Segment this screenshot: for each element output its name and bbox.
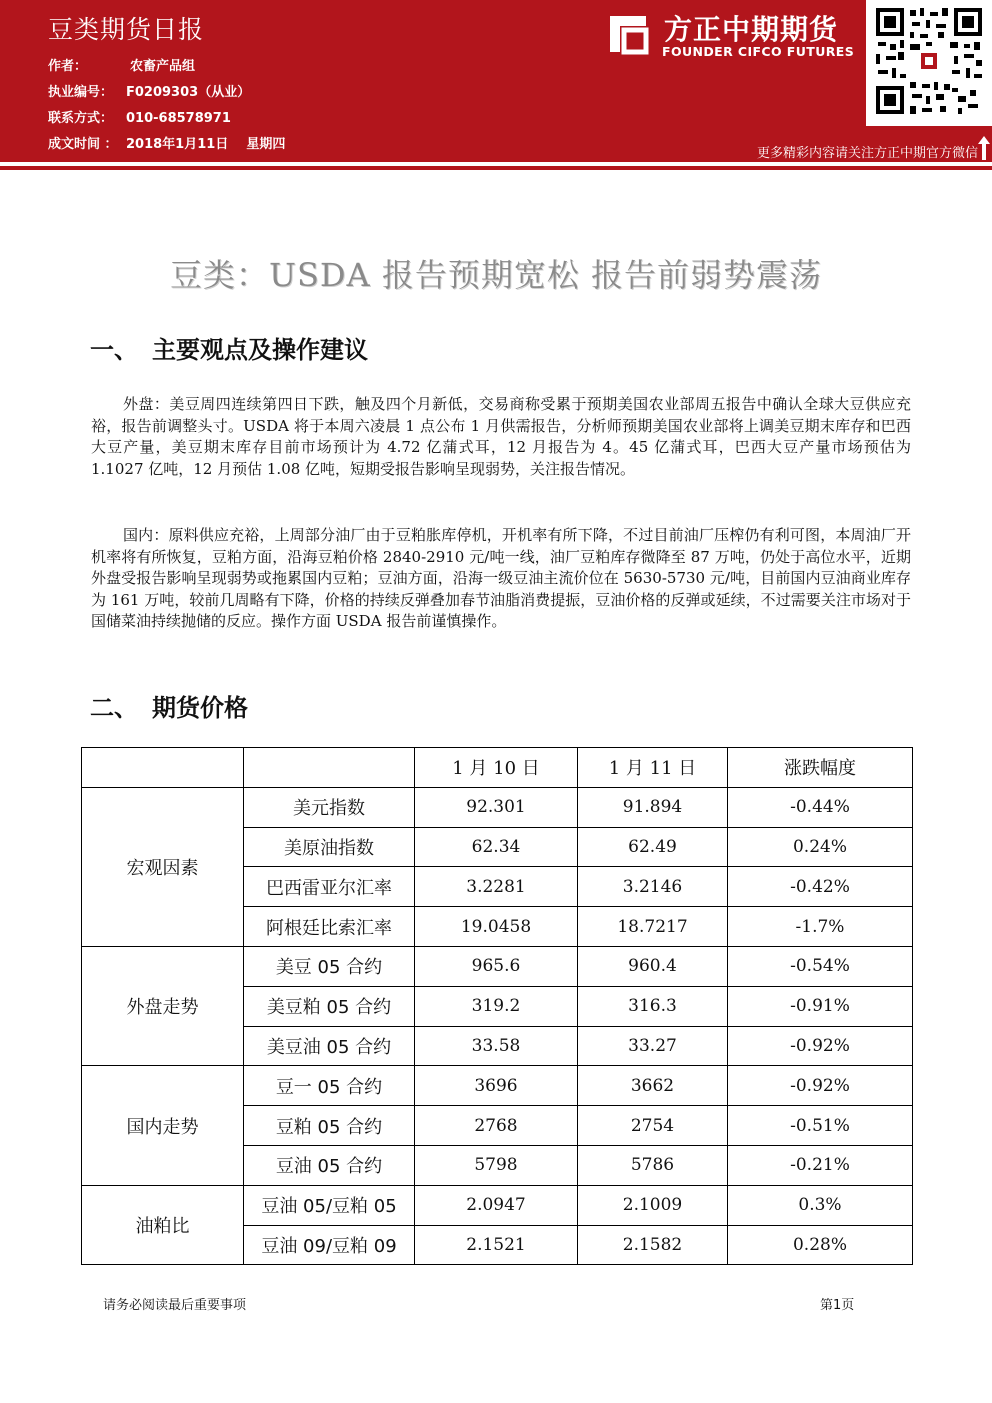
follow-wechat-text: 更多精彩内容请关注方正中期官方微信 [756, 146, 978, 161]
table-row [82, 787, 913, 827]
date-row [48, 135, 285, 161]
item-cell: 豆粕 05 合约 [244, 1106, 415, 1146]
section-2-heading [90, 688, 248, 723]
item-cell: 美原油指数 [244, 827, 415, 867]
change-cell: -0.54% [728, 946, 913, 986]
footer-notice: 请务必阅读最后重要事项 [103, 1298, 247, 1313]
change-cell: -0.21% [728, 1145, 913, 1185]
domestic-market-paragraph: 国内：原料供应充裕，上周部分油厂由于豆粕胀库停机，开机率有所下降，不过目前油厂压榨仍有利可图，本周油厂开机率将有所恢复，豆粕方面，沿海豆粕价格 2840-2910 元/吨一线，油厂豆粕库存微降至 87 万吨，仍处于高位水平，近期外盘受报告影响呈现弱势或拖累国内豆粕；豆油方面，沿海一级豆油主流价位在 5630-5730 元/吨，目前国内豆油商业库存为 161 万吨，较前几周略有下降，价格的持续反弹叠加春节油脂消费提振，豆油价格的反弹或延续，不过需要关注市场对于国储菜油持续抛储的反应。操作方面 USDA 报告前谨慎操作。 [91, 526, 911, 631]
value-cell-date-2: 960.4 [578, 946, 728, 986]
change-cell: -0.92% [728, 1066, 913, 1106]
report-name: 豆类期货日报 [48, 15, 205, 44]
item-cell: 阿根廷比索汇率 [244, 907, 415, 947]
logo-english-name: FOUNDER CIFCO FUTURES [662, 44, 855, 59]
author-value: 农畜产品组 [130, 59, 196, 74]
value-cell-date-1: 19.0458 [415, 907, 578, 947]
license-label: 执业编号： [48, 85, 114, 100]
change-cell: -0.42% [728, 867, 913, 907]
contact-row [48, 109, 285, 135]
logo-mark-icon [606, 12, 650, 56]
qr-code-icon [874, 6, 984, 116]
section-2-title: 期货价格 [152, 694, 248, 722]
report-header [0, 0, 992, 162]
value-cell-date-2: 3.2146 [578, 867, 728, 907]
author-row [48, 57, 285, 83]
section-2-number: 二、 [90, 694, 138, 722]
value-cell-date-1: 3696 [415, 1066, 578, 1106]
header-cell-date-2: 1 月 11 日 [578, 748, 728, 788]
change-cell: 0.3% [728, 1185, 913, 1225]
value-cell-date-2: 3662 [578, 1066, 728, 1106]
value-cell-date-1: 965.6 [415, 946, 578, 986]
table-row [82, 946, 913, 986]
section-1-heading [90, 330, 368, 365]
value-cell-date-2: 62.49 [578, 827, 728, 867]
change-cell: -0.51% [728, 1106, 913, 1146]
header-cell-blank-1 [82, 748, 244, 788]
category-cell: 外盘走势 [82, 946, 244, 1065]
weekday: 星期四 [246, 137, 286, 152]
document-title: 豆类：USDA 报告预期宽松 报告前弱势震荡 [169, 256, 822, 294]
contact-value: 010-68578971 [126, 111, 231, 126]
value-cell-date-1: 62.34 [415, 827, 578, 867]
value-cell-date-2: 316.3 [578, 986, 728, 1026]
table-row [82, 1185, 913, 1225]
wechat-qr-code [866, 0, 992, 126]
license-value: F0209303（从业） [126, 85, 251, 100]
value-cell-date-1: 319.2 [415, 986, 578, 1026]
futures-price-table [81, 747, 913, 1265]
contact-label: 联系方式： [48, 111, 114, 126]
header-divider [0, 166, 992, 170]
change-cell: 0.24% [728, 827, 913, 867]
item-cell: 豆油 05 合约 [244, 1145, 415, 1185]
item-cell: 巴西雷亚尔汇率 [244, 867, 415, 907]
section-1-number: 一、 [90, 336, 138, 364]
author-label: 作者： [48, 59, 88, 74]
item-cell: 豆一 05 合约 [244, 1066, 415, 1106]
change-cell: 0.28% [728, 1225, 913, 1265]
value-cell-date-2: 91.894 [578, 787, 728, 827]
report-meta [48, 57, 285, 161]
header-cell-date-1: 1 月 10 日 [415, 748, 578, 788]
item-cell: 美元指数 [244, 787, 415, 827]
page-number: 第1页 [820, 1298, 855, 1313]
up-arrow-icon [978, 136, 990, 160]
date-value: 2018年1月11日 [126, 137, 229, 152]
section-1-title: 主要观点及操作建议 [152, 336, 368, 364]
value-cell-date-1: 3.2281 [415, 867, 578, 907]
item-cell: 美豆粕 05 合约 [244, 986, 415, 1026]
value-cell-date-1: 2.0947 [415, 1185, 578, 1225]
item-cell: 豆油 05/豆粕 05 [244, 1185, 415, 1225]
license-row [48, 83, 285, 109]
category-cell: 油粕比 [82, 1185, 244, 1265]
value-cell-date-1: 5798 [415, 1145, 578, 1185]
change-cell: -0.91% [728, 986, 913, 1026]
change-cell: -0.92% [728, 1026, 913, 1066]
header-cell-blank-2 [244, 748, 415, 788]
logo-chinese-name: 方正中期期货 [664, 13, 839, 46]
overseas-market-paragraph: 外盘：美豆周四连续第四日下跌，触及四个月新低，交易商称受累于预期美国农业部周五报告中确认全球大豆供应充裕，报告前调整头寸。USDA 将于本周六凌晨 1 点公布 1 月供需报告，分析师预期美国农业部将上调美豆期末库存和巴西大豆产量，美豆期末库存目前市场预计为 4.72 亿蒲式耳，12 月报告为 4。45 亿蒲式耳，巴西大豆产量市场预估为 1.1027 亿吨，12 月预估 1.08 亿吨，短期受报告影响呈现弱势，关注报告情况。 [91, 395, 911, 478]
value-cell-date-2: 2.1009 [578, 1185, 728, 1225]
company-logo [606, 6, 856, 66]
table-header-row [82, 748, 913, 788]
item-cell: 美豆 05 合约 [244, 946, 415, 986]
value-cell-date-2: 2754 [578, 1106, 728, 1146]
item-cell: 美豆油 05 合约 [244, 1026, 415, 1066]
value-cell-date-1: 2.1521 [415, 1225, 578, 1265]
value-cell-date-2: 33.27 [578, 1026, 728, 1066]
value-cell-date-2: 5786 [578, 1145, 728, 1185]
item-cell: 豆油 09/豆粕 09 [244, 1225, 415, 1265]
value-cell-date-1: 33.58 [415, 1026, 578, 1066]
header-cell-change: 涨跌幅度 [728, 748, 913, 788]
value-cell-date-2: 2.1582 [578, 1225, 728, 1265]
category-cell: 国内走势 [82, 1066, 244, 1185]
category-cell: 宏观因素 [82, 787, 244, 946]
date-label: 成文时间 ： [48, 137, 118, 152]
value-cell-date-1: 2768 [415, 1106, 578, 1146]
value-cell-date-2: 18.7217 [578, 907, 728, 947]
value-cell-date-1: 92.301 [415, 787, 578, 827]
change-cell: -1.7% [728, 907, 913, 947]
table-row [82, 1066, 913, 1106]
change-cell: -0.44% [728, 787, 913, 827]
